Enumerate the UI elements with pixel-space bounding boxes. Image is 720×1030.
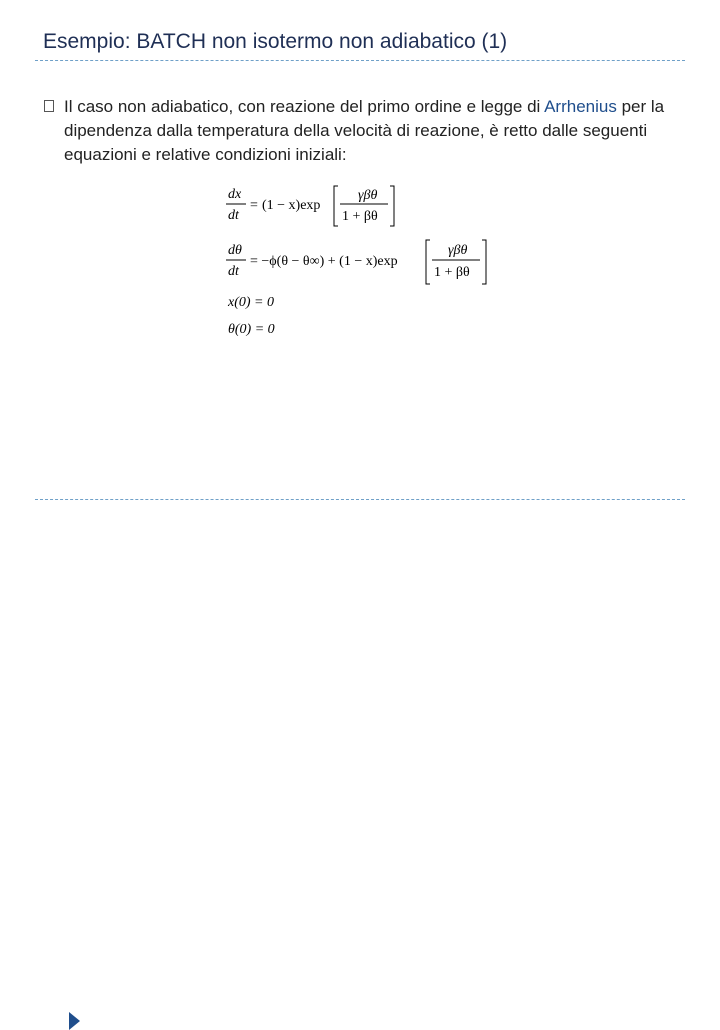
- eq1-bracket-right: [390, 186, 394, 226]
- eq1-lhs-den: dt: [228, 208, 239, 223]
- bullet-box-icon: [44, 100, 54, 112]
- bullet-text-after: per la dipendenza dalla temperatura della velocità di reazione, è retto dalle seguenti equazioni e relative condizioni iniziali:: [64, 97, 665, 164]
- equations-svg: [222, 182, 512, 342]
- equations-block: [222, 182, 512, 342]
- bullet-highlight-arrhenius: Arrhenius: [544, 97, 617, 116]
- eq2-frac-num: γβθ: [448, 243, 468, 258]
- eq2-bracket-right: [482, 240, 486, 284]
- eq2-lhs-num: dθ: [228, 243, 242, 258]
- eq1-frac-num: γβθ: [358, 188, 378, 203]
- eq2-mid: = −ϕ(θ − θ∞) + (1 − x)exp: [250, 254, 398, 269]
- bottom-divider: [35, 499, 685, 500]
- slide-title: Esempio: BATCH non isotermo non adiabatico (1): [43, 30, 508, 53]
- play-triangle-icon: [69, 1012, 80, 1030]
- ic1: x(0) = 0: [228, 295, 274, 310]
- eq2-bracket-left: [426, 240, 430, 284]
- eq2-frac-den: 1 + βθ: [434, 265, 470, 280]
- top-divider: [35, 60, 685, 61]
- eq1-equals: =: [250, 198, 258, 213]
- eq2-lhs-den: dt: [228, 264, 239, 279]
- ic2: θ(0) = 0: [228, 322, 275, 337]
- next-slide-button[interactable]: [33, 505, 49, 527]
- eq1-mid: (1 − x)exp: [262, 198, 321, 213]
- bullet-text: [64, 95, 689, 167]
- eq1-frac-den: 1 + βθ: [342, 209, 378, 224]
- eq1-lhs-num: dx: [228, 187, 242, 202]
- eq1-bracket-left: [334, 186, 338, 226]
- bullet-text-before: Il caso non adiabatico, con reazione del primo ordine e legge di: [64, 97, 545, 116]
